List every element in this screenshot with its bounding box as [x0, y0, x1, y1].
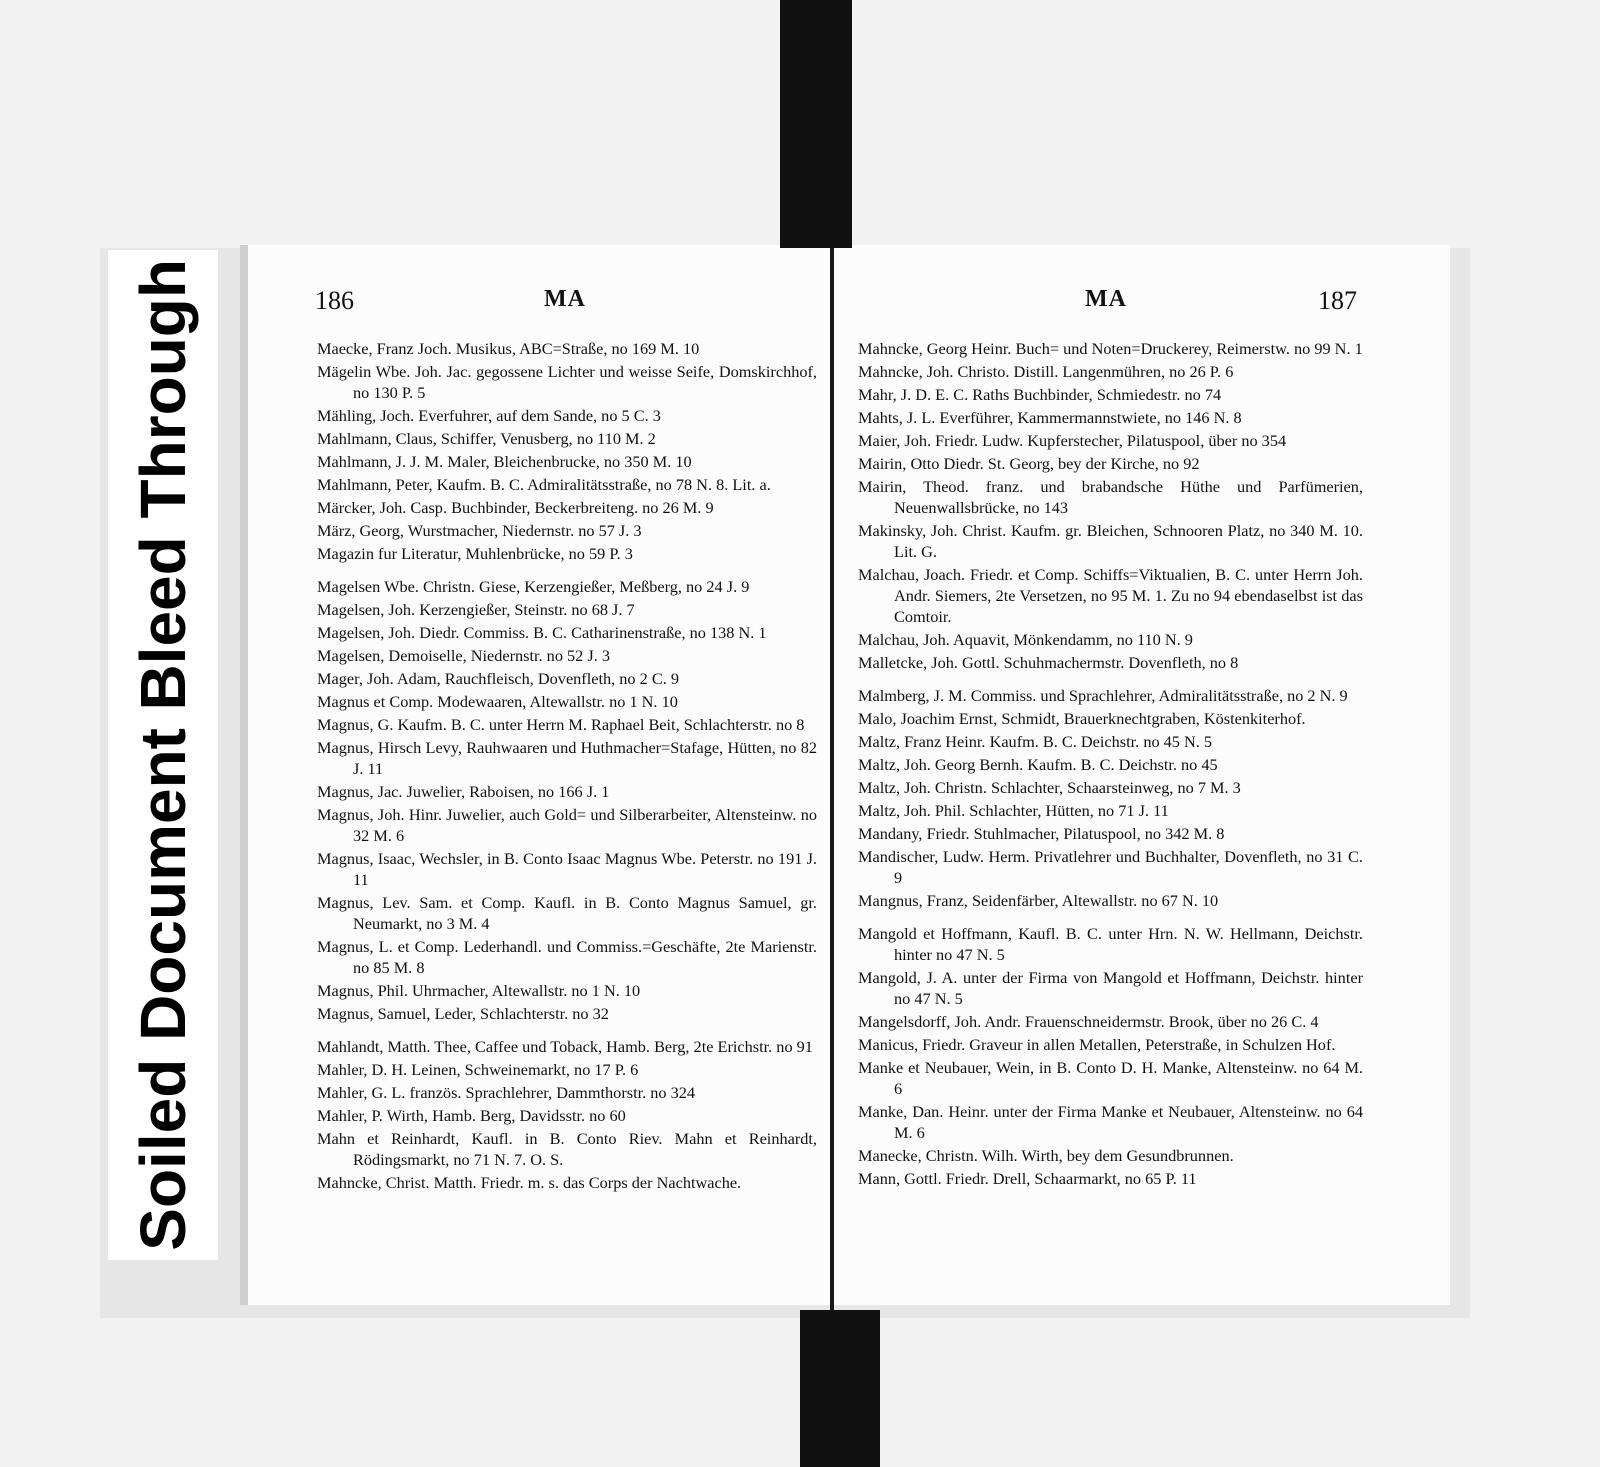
directory-entry: Mahlmann, Claus, Schiffer, Venusberg, no 110 M. 2 [317, 429, 656, 448]
directory-entry: Magelsen, Demoiselle, Niedernstr. no 52 J. 3 [317, 646, 611, 665]
directory-entry: Mangelsdorff, Joh. Andr. Frauenschneidermstr. Brook, über no 26 C. 4 [858, 1012, 1319, 1031]
directory-entry: Mahncke, Georg Heinr. Buch= und Noten=Druckerey, Reimerstw. no 99 N. 1 [858, 339, 1363, 358]
directory-entry: Magnus, Lev. Sam. et Comp. Kaufl. in B. Conto Magnus Samuel, gr. Neumarkt, no 3 M. 4 [317, 893, 817, 933]
directory-entry: Mahlmann, J. J. M. Maler, Bleichenbrucke, no 350 M. 10 [317, 452, 692, 471]
left-page-heading: MA [544, 286, 586, 312]
directory-entry: Maltz, Joh. Georg Bernh. Kaufm. B. C. Deichstr. no 45 [858, 755, 1218, 774]
directory-entry: Malo, Joachim Ernst, Schmidt, Brauerknechtgraben, Köstenkiterhof. [858, 709, 1306, 728]
directory-entry: Märcker, Joh. Casp. Buchbinder, Beckerbreiteng. no 26 M. 9 [317, 498, 714, 517]
directory-entry: Maecke, Franz Joch. Musikus, ABC=Straße, no 169 M. 10 [317, 339, 700, 358]
directory-entry: Malmberg, J. M. Commiss. und Sprachlehrer, Admiralitätsstraße, no 2 N. 9 [858, 686, 1348, 705]
directory-entry: Manecke, Christn. Wilh. Wirth, bey dem Gesundbrunnen. [858, 1146, 1234, 1165]
directory-entry: Manke, Dan. Heinr. unter der Firma Manke et Neubauer, Altensteinw. no 64 M. 6 [858, 1102, 1363, 1142]
directory-entry: März, Georg, Wurstmacher, Niedernstr. no 57 J. 3 [317, 521, 642, 540]
directory-entry: Maier, Joh. Friedr. Ludw. Kupferstecher, Pilatuspool, über no 354 [858, 431, 1287, 450]
directory-entry: Maltz, Joh. Christn. Schlachter, Schaarsteinweg, no 7 M. 3 [858, 778, 1241, 797]
directory-entry: Magnus, Phil. Uhrmacher, Altewallstr. no 1 N. 10 [317, 981, 641, 1000]
directory-entry: Mähling, Joch. Everfuhrer, auf dem Sande, no 5 C. 3 [317, 406, 661, 425]
directory-entry: Magnus, Samuel, Leder, Schlachterstr. no 32 [317, 1004, 609, 1023]
directory-entry: Magelsen, Joh. Diedr. Commiss. B. C. Catharinenstraße, no 138 N. 1 [317, 623, 767, 642]
directory-entry: Mahler, P. Wirth, Hamb. Berg, Davidsstr. no 60 [317, 1106, 626, 1125]
directory-entry: Malchau, Joh. Aquavit, Mönkendamm, no 110 N. 9 [858, 630, 1193, 649]
directory-entry: Mairin, Theod. franz. und brabandsche Hüthe und Parfümerien, Neuenwallsbrücke, no 143 [858, 477, 1363, 517]
directory-entry: Magnus, L. et Comp. Lederhandl. und Commiss.=Geschäfte, 2te Marienstr. no 85 M. 8 [317, 937, 817, 977]
directory-entry: Mager, Joh. Adam, Rauchfleisch, Dovenfleth, no 2 C. 9 [317, 669, 679, 688]
directory-entry: Mägelin Wbe. Joh. Jac. gegossene Lichter und weisse Seife, Domskirchhof, no 130 P. 5 [317, 362, 817, 402]
bottom-clip-bar [800, 1310, 880, 1467]
directory-entry: Mahler, G. L. französ. Sprachlehrer, Dammthorstr. no 324 [317, 1083, 696, 1102]
left-entries-column [317, 338, 817, 1195]
directory-entry: Manicus, Friedr. Graveur in allen Metallen, Peterstraße, in Schulzen Hof. [858, 1035, 1336, 1054]
directory-entry: Magazin fur Literatur, Muhlenbrücke, no 59 P. 3 [317, 544, 633, 563]
directory-entry: Mahlmann, Peter, Kaufm. B. C. Admiralitätsstraße, no 78 N. 8. Lit. a. [317, 475, 771, 494]
bleed-through-label: Bleed Through [127, 258, 199, 711]
left-page-number: 186 [315, 286, 354, 315]
top-clip-bar [780, 0, 852, 248]
directory-entry: Makinsky, Joh. Christ. Kaufm. gr. Bleichen, Schnooren Platz, no 340 M. 10. Lit. G. [858, 521, 1363, 561]
directory-entry: Mangold, J. A. unter der Firma von Mangold et Hoffmann, Deichstr. hinter no 47 N. 5 [858, 968, 1363, 1008]
directory-entry: Manke et Neubauer, Wein, in B. Conto D. H. Manke, Altensteinw. no 64 M. 6 [858, 1058, 1363, 1098]
directory-entry: Maltz, Joh. Phil. Schlachter, Hütten, no 71 J. 11 [858, 801, 1169, 820]
directory-entry: Mahts, J. L. Everführer, Kammermannstwiete, no 146 N. 8 [858, 408, 1242, 427]
directory-entry: Magelsen, Joh. Kerzengießer, Steinstr. no 68 J. 7 [317, 600, 635, 619]
directory-entry: Mairin, Otto Diedr. St. Georg, bey der Kirche, no 92 [858, 454, 1200, 473]
directory-entry: Magnus, G. Kaufm. B. C. unter Herrn M. Raphael Beit, Schlachterstr. no 8 [317, 715, 805, 734]
directory-entry: Mahr, J. D. E. C. Raths Buchbinder, Schmiedestr. no 74 [858, 385, 1222, 404]
directory-entry: Magnus, Hirsch Levy, Rauhwaaren und Huthmacher=Stafage, Hütten, no 82 J. 11 [317, 738, 817, 778]
directory-entry: Mahlandt, Matth. Thee, Caffee und Toback, Hamb. Berg, 2te Erichstr. no 91 [317, 1037, 813, 1056]
condition-label [108, 250, 218, 1260]
right-page-number: 187 [1318, 286, 1357, 315]
directory-entry: Mahn et Reinhardt, Kaufl. in B. Conto Riev. Mahn et Reinhardt, Rödingsmarkt, no 71 N. 7. O. S. [317, 1129, 817, 1169]
directory-entry: Magnus et Comp. Modewaaren, Altewallstr. no 1 N. 10 [317, 692, 678, 711]
directory-entry: Magelsen Wbe. Christn. Giese, Kerzengießer, Meßberg, no 24 J. 9 [317, 577, 750, 596]
directory-entry: Magnus, Jac. Juwelier, Raboisen, no 166 J. 1 [317, 782, 610, 801]
directory-entry: Maltz, Franz Heinr. Kaufm. B. C. Deichstr. no 45 N. 5 [858, 732, 1213, 751]
directory-entry: Magnus, Isaac, Wechsler, in B. Conto Isaac Magnus Wbe. Peterstr. no 191 J. 11 [317, 849, 817, 889]
right-entries-column [858, 338, 1363, 1191]
directory-entry: Mahncke, Christ. Matth. Friedr. m. s. das Corps der Nachtwache. [317, 1173, 742, 1192]
directory-entry: Mandischer, Ludw. Herm. Privatlehrer und Buchhalter, Dovenfleth, no 31 C. 9 [858, 847, 1363, 887]
soiled-document-label: Soiled Document [127, 728, 199, 1252]
directory-entry: Mangnus, Franz, Seidenfärber, Altewallstr. no 67 N. 10 [858, 891, 1219, 910]
directory-entry: Mandany, Friedr. Stuhlmacher, Pilatuspool, no 342 M. 8 [858, 824, 1225, 843]
directory-entry: Mangold et Hoffmann, Kaufl. B. C. unter Hrn. N. W. Hellmann, Deichstr. hinter no 47 N. 5 [858, 924, 1363, 964]
directory-entry: Malchau, Joach. Friedr. et Comp. Schiffs=Viktualien, B. C. unter Herrn Joh. Andr. Siemers, 2te Versetzen, no 95 M. 1. Zu no 94 ebendaselbst ist das Comtoir. [858, 565, 1363, 626]
book-gutter [830, 245, 834, 1310]
right-page-heading: MA [1085, 286, 1127, 312]
directory-entry: Mann, Gottl. Friedr. Drell, Schaarmarkt, no 65 P. 11 [858, 1169, 1197, 1188]
directory-entry: Magnus, Joh. Hinr. Juwelier, auch Gold= und Silberarbeiter, Altensteinw. no 32 M. 6 [317, 805, 817, 845]
directory-entry: Mahncke, Joh. Christo. Distill. Langenmühren, no 26 P. 6 [858, 362, 1234, 381]
directory-entry: Mahler, D. H. Leinen, Schweinemarkt, no 17 P. 6 [317, 1060, 639, 1079]
directory-entry: Malletcke, Joh. Gottl. Schuhmachermstr. Dovenfleth, no 8 [858, 653, 1239, 672]
